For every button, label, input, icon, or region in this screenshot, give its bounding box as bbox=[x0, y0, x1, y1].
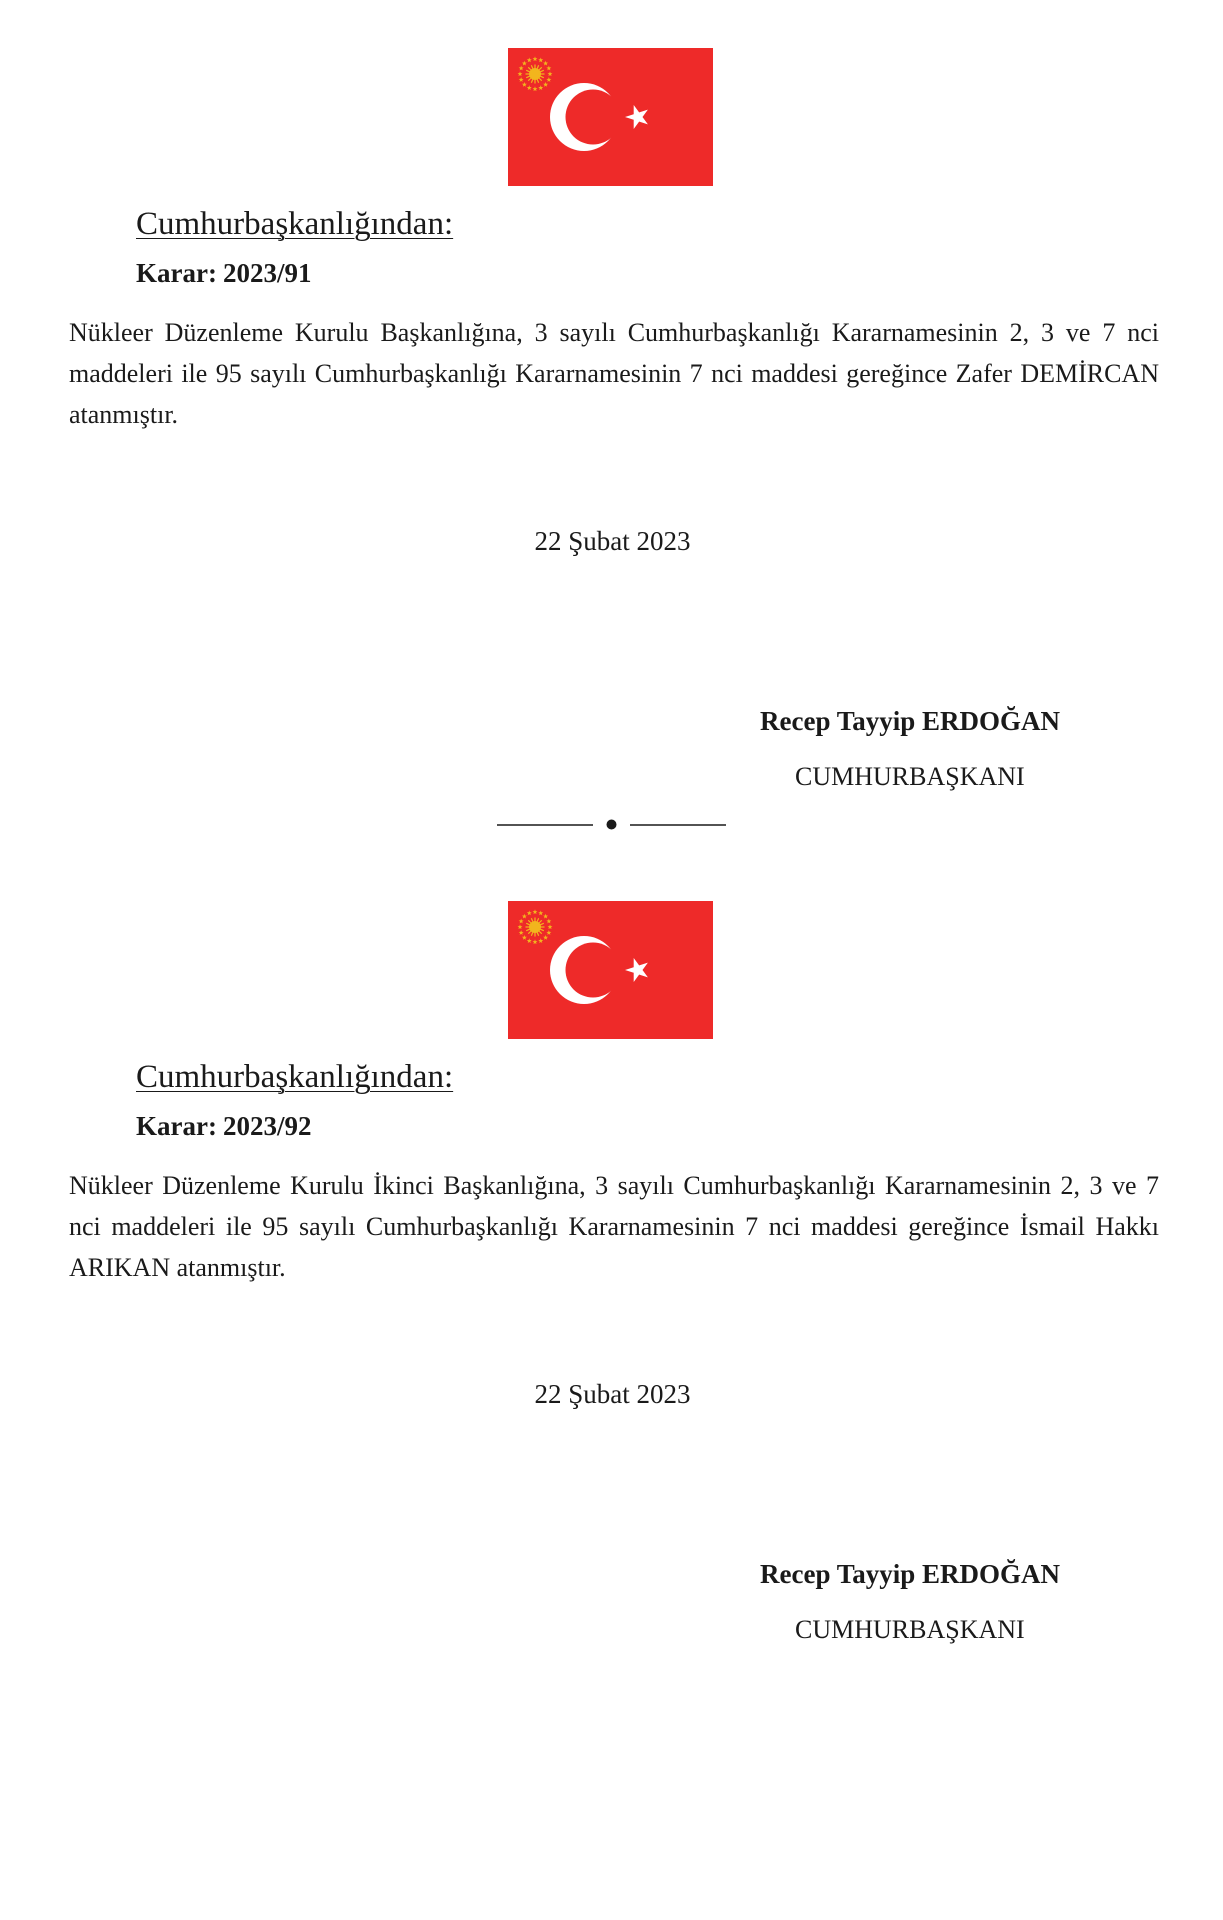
presidential-flag-icon bbox=[508, 48, 713, 186]
decision-2023-92 bbox=[0, 853, 1223, 1713]
issuer-heading: Cumhurbaşkanlığından: bbox=[136, 206, 454, 242]
signer-title: CUMHURBAŞKANI bbox=[795, 1615, 1025, 1644]
signer-name: Recep Tayyip ERDOĞAN bbox=[760, 706, 1061, 736]
signer-name: Recep Tayyip ERDOĞAN bbox=[760, 1559, 1061, 1589]
decision-date: 22 Şubat 2023 bbox=[534, 1379, 691, 1409]
presidential-flag-icon bbox=[508, 901, 713, 1039]
decree-number-value: 2023/91 bbox=[222, 258, 312, 288]
signer-title: CUMHURBAŞKANI bbox=[795, 762, 1025, 791]
decree-label: Karar: bbox=[136, 258, 217, 288]
decree-number bbox=[136, 258, 311, 289]
decree-label: Karar: bbox=[136, 1111, 217, 1141]
decree-number-value: 2023/92 bbox=[222, 1111, 312, 1141]
decision-body: Nükleer Düzenleme Kurulu Başkanlığına, 3 sayılı Cumhurbaşkanlığı Kararnamesinin 2, 3 ve 7 nci maddeleri ile 95 sayılı Cumhurbaşkanlığı Kararnamesinin 7 nci maddesi gereğince Zafer DEMİRCAN atanmıştır. bbox=[69, 318, 1159, 429]
decision-date: 22 Şubat 2023 bbox=[534, 526, 691, 556]
decision-2023-91 bbox=[0, 0, 1223, 860]
separator-dot-icon bbox=[494, 812, 729, 836]
decision-body: Nükleer Düzenleme Kurulu İkinci Başkanlığına, 3 sayılı Cumhurbaşkanlığı Kararnamesinin 2, 3 ve 7 nci maddeleri ile 95 sayılı Cumhurbaşkanlığı Kararnamesinin 7 nci maddesi gereğince İsmail Hakkı ARIKAN atanmıştır. bbox=[69, 1171, 1159, 1282]
decree-number bbox=[136, 1111, 311, 1142]
issuer-heading: Cumhurbaşkanlığından: bbox=[136, 1059, 454, 1095]
emblem-sun bbox=[529, 921, 541, 933]
emblem-sun bbox=[529, 68, 541, 80]
